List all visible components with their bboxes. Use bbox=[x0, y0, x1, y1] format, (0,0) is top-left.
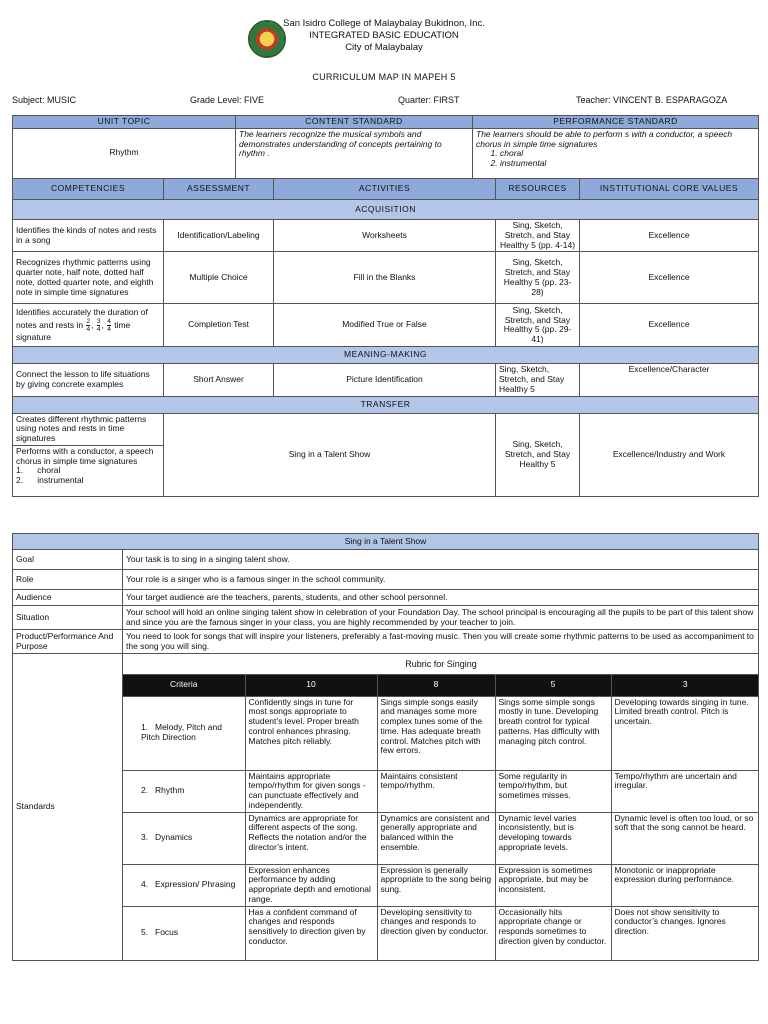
performance-standard-text: The learners should be able to perform s with a conductor, a speech chorus in simple time signatures bbox=[476, 128, 733, 149]
rubric-cell: Occasionally hits appropriate change or responds sometimes to direction given by conductor. bbox=[495, 906, 611, 960]
table-row bbox=[13, 413, 759, 445]
rubric-cell: Dynamic level is often too loud, or so soft that the song cannot be heard. bbox=[611, 812, 759, 864]
rubric-cell: Monotonic or inappropriate expression during performance. bbox=[611, 864, 759, 906]
criterion-name: Dynamics bbox=[155, 832, 193, 843]
standards-label: Standards bbox=[13, 654, 123, 961]
assessment-header: ASSESSMENT bbox=[164, 179, 274, 200]
meaning-making-header: MEANING-MAKING bbox=[13, 347, 759, 364]
table-row bbox=[13, 570, 759, 590]
activity: Sing in a Talent Show bbox=[164, 413, 496, 496]
performance-item: 2. instrumental bbox=[500, 159, 755, 169]
competency bbox=[13, 445, 164, 496]
rubric-criterion bbox=[123, 770, 245, 812]
item-text: instrumental bbox=[37, 475, 84, 486]
table-row bbox=[123, 864, 759, 906]
table-row bbox=[13, 606, 759, 630]
table-row bbox=[13, 364, 759, 396]
criterion-name: Expression/ Phrasing bbox=[155, 879, 236, 890]
city-name: City of Malaybalay bbox=[345, 42, 423, 53]
rubric-cell: Has a confident command of changes and responds sensitively to direction given by conductor. bbox=[245, 906, 377, 960]
table-row bbox=[123, 906, 759, 960]
table-row bbox=[13, 220, 759, 252]
resource: Sing, Sketch, Stretch, and Stay Healthy 5 bbox=[496, 364, 580, 396]
item-number: 1. bbox=[16, 465, 24, 476]
criterion-name: Melody, Pitch and Pitch Direction bbox=[141, 722, 222, 742]
grasps-table bbox=[12, 533, 759, 961]
competency: Creates different rhythmic patterns using notes and rests in time signatures bbox=[13, 413, 164, 445]
criterion-name: Rhythm bbox=[155, 785, 185, 796]
assessment: Multiple Choice bbox=[164, 252, 274, 304]
rubric-cell: Expression is generally appropriate to the song being sung. bbox=[377, 864, 495, 906]
core-value: Excellence bbox=[580, 304, 759, 347]
rubric-criterion bbox=[123, 906, 245, 960]
item-text: choral bbox=[37, 465, 61, 476]
rubric-cell: Confidently sings in tune for most songs appropriate to student’s level. Proper breath control enhances phrasing. Matches pitch reliably. bbox=[245, 696, 377, 770]
fraction-numerator: 4 bbox=[107, 317, 111, 325]
competency-text: Performs with a conductor, a speech chorus in simple time signatures bbox=[16, 445, 154, 466]
core-value: Excellence bbox=[580, 252, 759, 304]
fraction-numerator: 2 bbox=[86, 317, 91, 325]
unit-topic: Rhythm bbox=[13, 128, 236, 178]
core-value: Excellence/Character bbox=[580, 364, 759, 396]
performance-item: 1. choral bbox=[500, 149, 755, 159]
rubric-cell: Some regularity in tempo/rhythm, but sometimes misses. bbox=[495, 770, 611, 812]
competency: Identifies the kinds of notes and rests in a song bbox=[13, 220, 164, 252]
grasps-label: Product/Performance And Purpose bbox=[13, 630, 123, 654]
meta-quarter: Quarter: FIRST bbox=[398, 95, 460, 105]
time-signature-fraction bbox=[107, 318, 111, 333]
rubric-table bbox=[123, 654, 759, 960]
rubric-cell: Maintains appropriate tempo/rhythm for given songs - can punctuate effectively and independently. bbox=[245, 770, 377, 812]
unit-topic-header: UNIT TOPIC bbox=[13, 116, 236, 129]
school-header bbox=[0, 18, 768, 54]
resource: Sing, Sketch, Stretch, and Stay Healthy 5 (pp. 23-28) bbox=[496, 252, 580, 304]
rubric-cell: Dynamics are consistent and generally appropriate and balanced within the ensemble. bbox=[377, 812, 495, 864]
meta-subject: Subject: MUSIC bbox=[12, 95, 77, 105]
department-name: INTEGRATED BASIC EDUCATION bbox=[309, 30, 459, 41]
criterion-number: 2. bbox=[141, 785, 149, 796]
grasps-title: Sing in a Talent Show bbox=[13, 534, 759, 550]
table-row bbox=[13, 550, 759, 570]
rubric-header-criteria: Criteria bbox=[123, 674, 245, 696]
grasps-text: Your task is to sing in a singing talent show. bbox=[123, 550, 759, 570]
map-title: CURRICULUM MAP IN MAPEH 5 bbox=[312, 72, 456, 82]
core-value: Excellence/Industry and Work bbox=[580, 413, 759, 496]
meta-teacher: Teacher: VINCENT B. ESPARAGOZA bbox=[576, 95, 728, 105]
criterion-number: 3. bbox=[141, 832, 149, 843]
table-row bbox=[13, 252, 759, 304]
rubric-cell: Dynamic level varies inconsistently, but is developing towards appropriate levels. bbox=[495, 812, 611, 864]
rubric-cell: Maintains consistent tempo/rhythm. bbox=[377, 770, 495, 812]
competency-text: time bbox=[114, 319, 131, 330]
time-signature-fraction bbox=[86, 318, 90, 333]
grasps-text: Your role is a singer who is a famous singer in the school community. bbox=[123, 570, 759, 590]
competency: Connect the lesson to life situations by giving concrete examples bbox=[13, 364, 164, 396]
competency: Identifies accurately the duration of notes and rests in $\frac{2}{4}$ , $\frac{3}{4}$ , $\frac{4}{4}$ time signature bbox=[13, 304, 164, 347]
transfer-header: TRANSFER bbox=[13, 396, 759, 413]
content-standard: The learners recognize the musical symbols and demonstrates understanding of concepts pertaining to rhythm . bbox=[236, 128, 473, 178]
resources-header: RESOURCES bbox=[496, 179, 580, 200]
meta-grade: Grade Level: FIVE bbox=[190, 95, 265, 105]
competency-text: signature bbox=[16, 331, 51, 342]
unit-table bbox=[12, 115, 759, 179]
grasps-label: Role bbox=[13, 570, 123, 590]
competency-text: Identifies accurately the duration of bbox=[16, 307, 148, 318]
table-row bbox=[13, 630, 759, 654]
fraction-denominator: 4 bbox=[86, 325, 91, 333]
competency-text: notes and rests in bbox=[16, 319, 84, 330]
table-row bbox=[123, 696, 759, 770]
resource: Sing, Sketch, Stretch, and Stay Healthy 5 (pp. 29-41) bbox=[496, 304, 580, 347]
activity: Modified True or False bbox=[274, 304, 496, 347]
rubric-criterion bbox=[123, 864, 245, 906]
grasps-text: Your target audience are the teachers, parents, students, and other school personnel. bbox=[123, 590, 759, 606]
criterion-number: 1. bbox=[141, 722, 149, 733]
assessment: Completion Test bbox=[164, 304, 274, 347]
acquisition-header: ACQUISITION bbox=[13, 200, 759, 220]
rubric-cell: Dynamics are appropriate for different aspects of the song. Reflects the notation and/or the director’s intent. bbox=[245, 812, 377, 864]
rubric-cell: Developing towards singing in tune. Limited breath control. Pitch is uncertain. bbox=[611, 696, 759, 770]
activities-header: ACTIVITIES bbox=[274, 179, 496, 200]
activity: Picture Identification bbox=[274, 364, 496, 396]
rubric-cell: Sings simple songs easily and manages some more complex tunes some of the time. Has adequate breath control. Matches pitch with few errors. bbox=[377, 696, 495, 770]
core-values-header: INSTITUTIONAL CORE VALUES bbox=[580, 179, 759, 200]
grasps-label: Situation bbox=[13, 606, 123, 630]
competency: Recognizes rhythmic patterns using quarter note, half note, dotted half note, dotted quarter note, and eighth note in simple time signatures bbox=[13, 252, 164, 304]
grasps-text: Your school will hold an online singing talent show in celebration of your Foundation Day. The school principal is encouraging all the pupils to be part of this talent show and since you are the famous singer in your class, you are highly recommended by your teacher to join. bbox=[123, 606, 759, 630]
grasps-label: Goal bbox=[13, 550, 123, 570]
rubric-header-score: 3 bbox=[611, 674, 759, 696]
rubric-header-score: 5 bbox=[495, 674, 611, 696]
table-row bbox=[13, 304, 759, 347]
time-signature-fraction bbox=[97, 318, 101, 333]
activity: Fill in the Blanks bbox=[274, 252, 496, 304]
content-standard-header: CONTENT STANDARD bbox=[236, 116, 473, 129]
core-value: Excellence bbox=[580, 220, 759, 252]
rubric-cell: Expression is sometimes appropriate, but may be inconsistent. bbox=[495, 864, 611, 906]
competencies-header: COMPETENCIES bbox=[13, 179, 164, 200]
performance-standard-header: PERFORMANCE STANDARD bbox=[473, 116, 759, 129]
resource: Sing, Sketch, Stretch, and Stay Healthy 5 bbox=[496, 413, 580, 496]
school-name: San Isidro College of Malaybalay Bukidnon, Inc. bbox=[283, 18, 485, 29]
fraction-denominator: 4 bbox=[107, 325, 111, 333]
item-number: 2. bbox=[16, 475, 24, 486]
assessment: Identification/Labeling bbox=[164, 220, 274, 252]
grasps-text: You need to look for songs that will inspire your listeners, preferably a fast-moving music. Then you will create some rhythmic patterns to be used as accompaniment to the song you will sing. bbox=[123, 630, 759, 654]
fraction-numerator: 3 bbox=[96, 317, 101, 325]
performance-standard bbox=[473, 128, 759, 178]
competencies-table bbox=[12, 178, 759, 497]
criterion-number: 5. bbox=[141, 927, 149, 938]
rubric-criterion bbox=[123, 696, 245, 770]
table-row bbox=[13, 590, 759, 606]
rubric-cell: Tempo/rhythm are uncertain and irregular. bbox=[611, 770, 759, 812]
rubric-header-score: 10 bbox=[245, 674, 377, 696]
resource: Sing, Sketch, Stretch, and Stay Healthy 5 (pp. 4-14) bbox=[496, 220, 580, 252]
rubric-criterion bbox=[123, 812, 245, 864]
rubric-cell: Expression enhances performance by adding appropriate depth and emotional range. bbox=[245, 864, 377, 906]
fraction-denominator: 4 bbox=[96, 325, 101, 333]
activity: Worksheets bbox=[274, 220, 496, 252]
rubric-cell: Sings some simple songs mostly in tune. Developing breath control for typical patterns. Has difficulty with managing pitch control. bbox=[495, 696, 611, 770]
table-row bbox=[123, 770, 759, 812]
grasps-label: Audience bbox=[13, 590, 123, 606]
assessment: Short Answer bbox=[164, 364, 274, 396]
list-item bbox=[16, 476, 160, 486]
rubric-container bbox=[123, 654, 759, 961]
table-row bbox=[123, 812, 759, 864]
criterion-number: 4. bbox=[141, 879, 149, 890]
criterion-name: Focus bbox=[155, 927, 179, 938]
rubric-title: Rubric for Singing bbox=[123, 654, 759, 674]
rubric-cell: Developing sensitivity to changes and responds to direction given by conductor. bbox=[377, 906, 495, 960]
rubric-cell: Does not show sensitivity to conductor’s changes. Ignores direction. bbox=[611, 906, 759, 960]
rubric-header-score: 8 bbox=[377, 674, 495, 696]
